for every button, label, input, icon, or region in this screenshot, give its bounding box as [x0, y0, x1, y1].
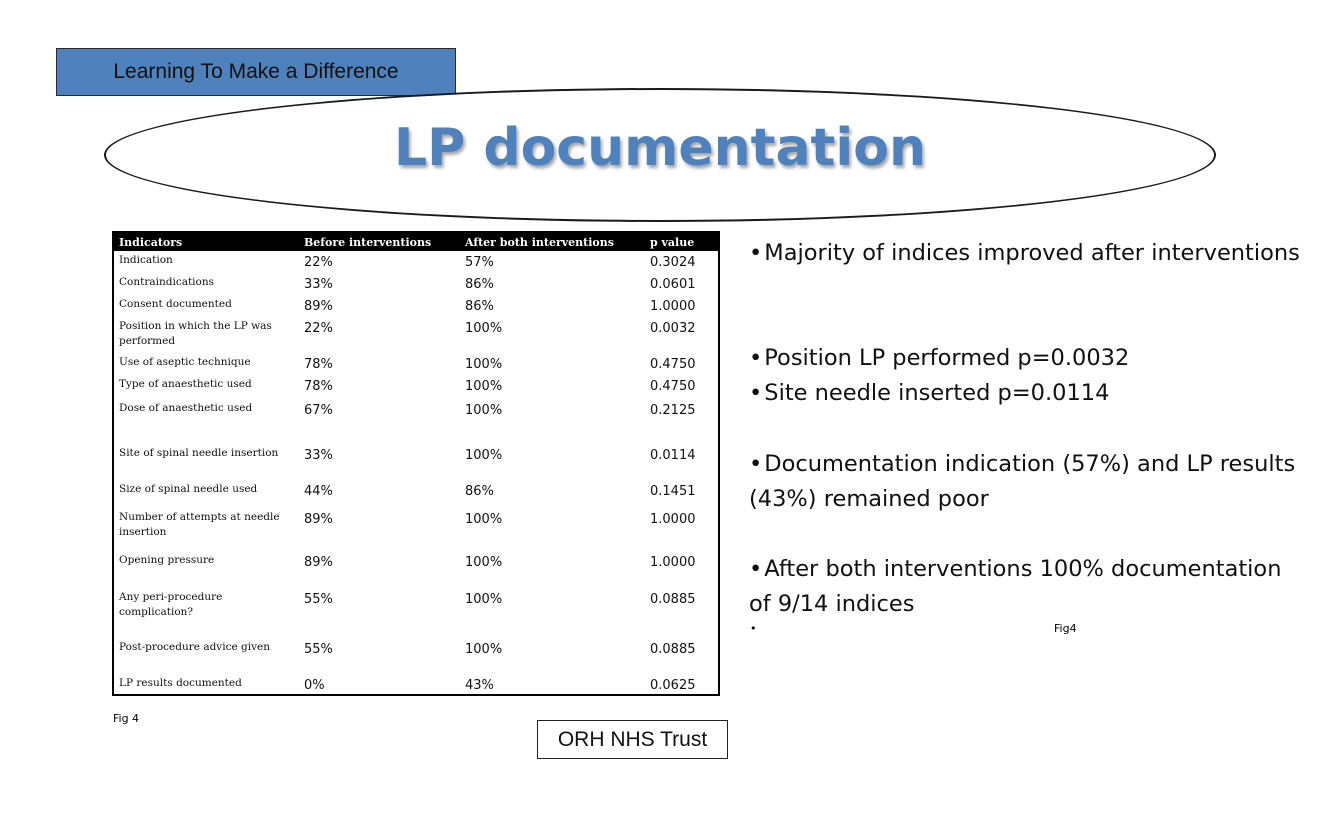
bullet-item [749, 236, 1309, 271]
before-cell: 89% [304, 555, 333, 570]
p-value-cell: 0.4750 [650, 357, 696, 372]
after-cell: 57% [465, 255, 494, 270]
table-row [114, 508, 718, 551]
bullet-dot: • [749, 240, 763, 266]
indicator-cell: LP results documented [119, 677, 242, 689]
after-cell: 86% [465, 277, 494, 292]
trust-label: ORH NHS Trust [537, 720, 728, 759]
before-cell: 44% [304, 484, 333, 499]
indicator-cell: Type of anaesthetic used [119, 378, 252, 390]
page-title: LP documentation [394, 118, 926, 178]
bullet-dot: • [749, 556, 763, 582]
p-value-cell: 0.0114 [650, 448, 696, 463]
after-cell: 100% [465, 555, 503, 570]
empty-bullet-dot: • [750, 622, 757, 635]
after-cell: 43% [465, 678, 494, 693]
table-row [114, 273, 718, 295]
p-value-cell: 0.2125 [650, 403, 696, 418]
bullet-item [749, 447, 1309, 517]
header-before: Before interventions [299, 233, 460, 251]
p-value-cell: 1.0000 [650, 299, 696, 314]
bullet-dot: • [749, 380, 763, 406]
p-value-cell: 0.0885 [650, 642, 696, 657]
after-cell: 100% [465, 357, 503, 372]
before-cell: 78% [304, 379, 333, 394]
after-cell: 100% [465, 403, 503, 418]
bullet-text: Majority of indices improved after interventions [764, 240, 1300, 266]
indicator-cell: Contraindications [119, 276, 215, 288]
table-row [114, 399, 718, 444]
indicator-cell: Position in which the LP was performed [119, 320, 272, 347]
header-p-value: p value [645, 233, 718, 251]
bullet-item [749, 376, 1309, 411]
bullet-text: Site needle inserted p=0.0114 [764, 380, 1110, 406]
before-cell: 67% [304, 403, 333, 418]
before-cell: 22% [304, 255, 333, 270]
before-cell: 89% [304, 512, 333, 527]
indicator-cell: Size of spinal needle used [119, 483, 258, 495]
table-row [114, 317, 718, 353]
after-cell: 86% [465, 484, 494, 499]
table-row [114, 375, 718, 399]
bullet-text: Documentation indication (57%) and LP results (43%) remained poor [749, 451, 1296, 512]
p-value-cell: 0.0601 [650, 277, 696, 292]
p-value-cell: 0.0625 [650, 678, 696, 693]
before-cell: 89% [304, 299, 333, 314]
p-value-cell: 1.0000 [650, 555, 696, 570]
indicator-cell: Site of spinal needle insertion [119, 447, 279, 459]
indicator-cell: Number of attempts at needle insertion [119, 511, 280, 538]
after-cell: 100% [465, 512, 503, 527]
table-row [114, 353, 718, 375]
table-header-row [114, 233, 718, 251]
p-value-cell: 0.1451 [650, 484, 696, 499]
header-after: After both interventions [460, 233, 645, 251]
indicator-cell: Opening pressure [119, 554, 215, 566]
before-cell: 22% [304, 321, 333, 336]
after-cell: 100% [465, 321, 503, 336]
indicator-cell: Consent documented [119, 298, 232, 310]
after-cell: 100% [465, 448, 503, 463]
before-cell: 0% [304, 678, 325, 693]
documentation-table [112, 231, 720, 696]
bullet-dot: • [749, 451, 763, 477]
table-row [114, 588, 718, 638]
bullet-dot: • [749, 345, 763, 371]
table-row [114, 638, 718, 674]
bullet-text: Position LP performed p=0.0032 [764, 345, 1130, 371]
bullet-item [749, 552, 1309, 622]
table-row [114, 295, 718, 317]
indicator-cell: Post-procedure advice given [119, 641, 271, 653]
banner: Learning To Make a Difference [56, 48, 456, 96]
indicator-cell: Use of aseptic technique [119, 356, 251, 368]
after-cell: 100% [465, 642, 503, 657]
table-row [114, 251, 718, 273]
header-indicators: Indicators [114, 233, 299, 251]
bullet-item [749, 341, 1309, 376]
p-value-cell: 0.4750 [650, 379, 696, 394]
before-cell: 33% [304, 277, 333, 292]
before-cell: 55% [304, 592, 333, 607]
after-cell: 100% [465, 592, 503, 607]
bullet-text: After both interventions 100% documentation of 9/14 indices [749, 556, 1282, 617]
table-row [114, 444, 718, 480]
before-cell: 33% [304, 448, 333, 463]
figure-label-right: Fig4 [1054, 622, 1077, 635]
figure-label: Fig 4 [113, 712, 140, 725]
table-row [114, 551, 718, 588]
before-cell: 55% [304, 642, 333, 657]
p-value-cell: 0.0032 [650, 321, 696, 336]
table-row [114, 480, 718, 508]
after-cell: 100% [465, 379, 503, 394]
p-value-cell: 1.0000 [650, 512, 696, 527]
before-cell: 78% [304, 357, 333, 372]
after-cell: 86% [465, 299, 494, 314]
p-value-cell: 0.0885 [650, 592, 696, 607]
indicator-cell: Dose of anaesthetic used [119, 402, 253, 414]
table-row [114, 674, 718, 698]
indicator-cell: Indication [119, 254, 173, 266]
indicator-cell: Any peri-procedure complication? [119, 591, 223, 618]
p-value-cell: 0.3024 [650, 255, 696, 270]
